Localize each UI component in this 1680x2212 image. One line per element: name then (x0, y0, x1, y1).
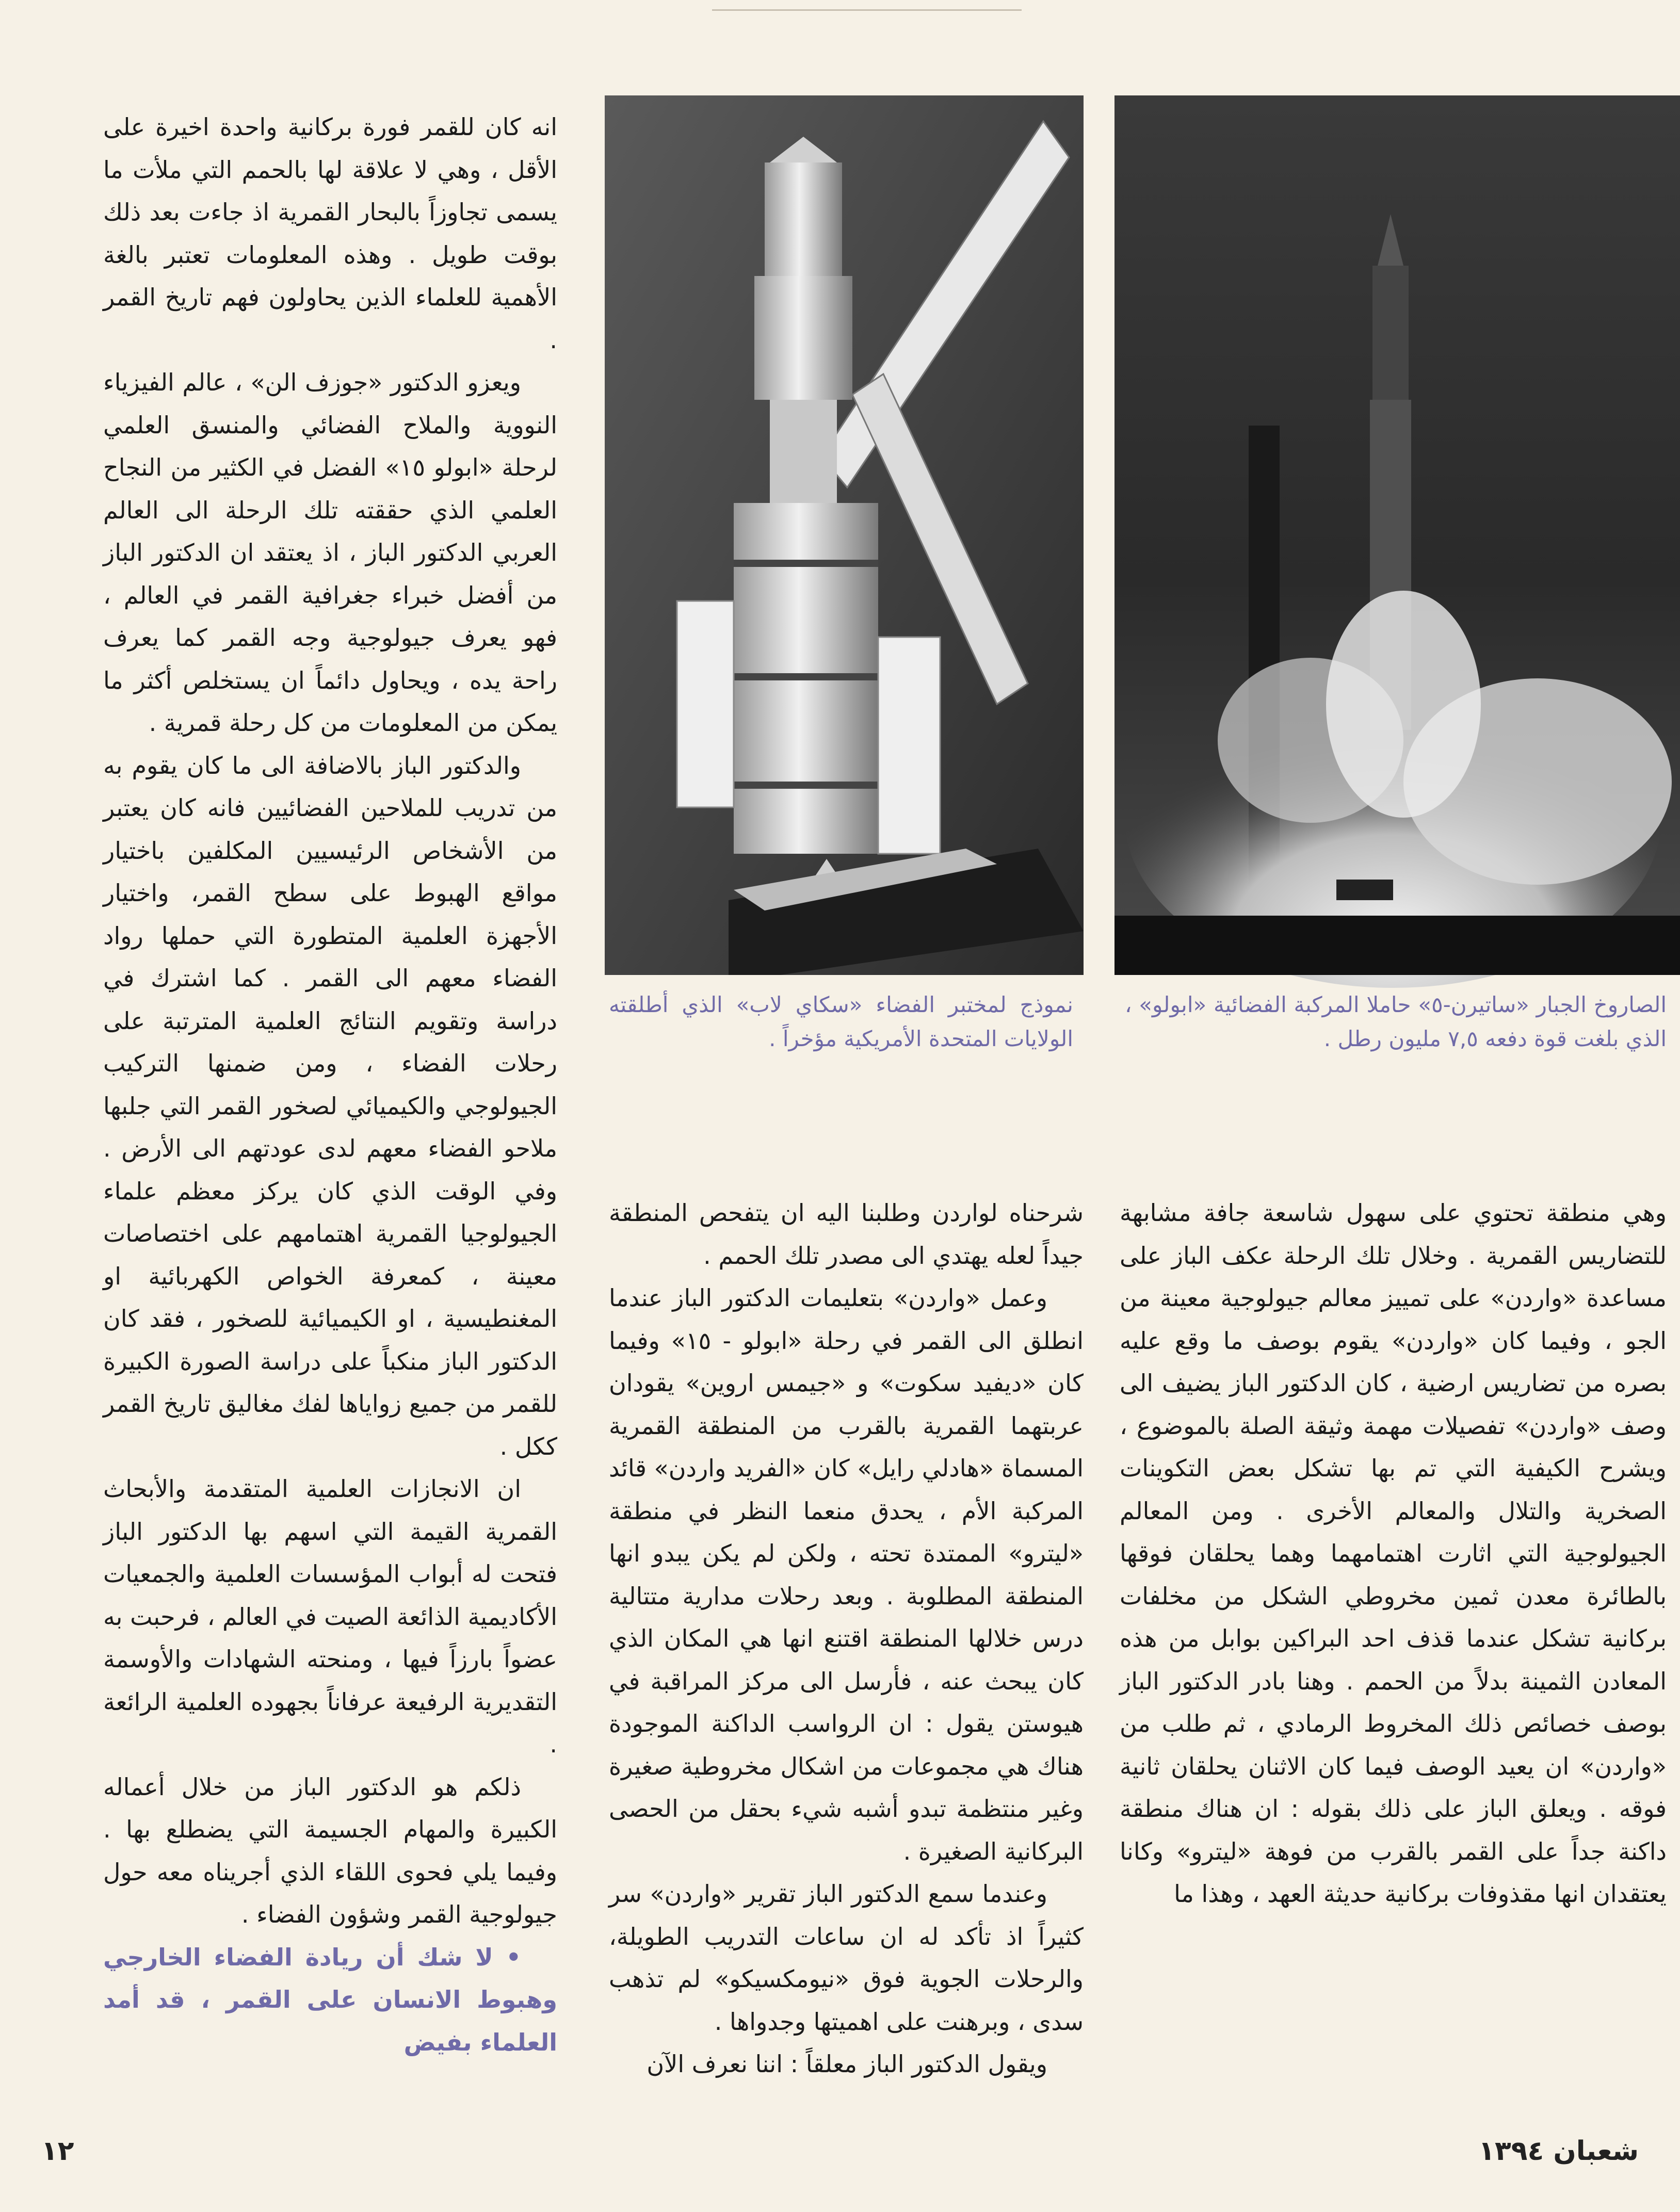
paragraph: ويقول الدكتور الباز معلقاً : اننا نعرف الآن (647, 2050, 1047, 2078)
article-column-left (103, 106, 557, 2056)
article-column-right (1120, 1192, 1667, 2048)
skylab-model-photo (605, 95, 1084, 975)
skylab-photo-caption: نموذج لمختبر الفضاء «سكاي لاب» الذي أطلقته الولايات المتحدة الأمريكية مؤخراً . (609, 992, 1073, 1051)
paragraph: شرحناه لواردن وطلبنا اليه ان يتفحص المنطقة جيداً لعله يهتدي الى مصدر تلك الحمم . (609, 1199, 1084, 1270)
paragraph: ويعزو الدكتور «جوزف الن» ، عالم الفيزياء النووية والملاح الفضائي والمنسق العلمي لرحلة «ابولو ١٥» الفضل في الكثير من النجاح العلمي الذي حققته تلك الرحلة الى العالم العربي الدكتور الباز ، اذ يعتقد ان الدكتور الباز من أفضل خبراء جغرافية القمر في العالم ، فهو يعرف جيولوجية وجه القمر كما يعرف راحة يده ، ويحاول دائماً ان يستخلص أكثر ما يمكن من المعلومات من كل رحلة قمرية . (103, 368, 557, 737)
paragraph: وعندما سمع الدكتور الباز تقرير «واردن» سر كثيراً اذ تأكد له ان ساعات التدريب الطويلة، والرحلات الجوية فوق «نيومكسيكو» لم تذهب سدى ، وبرهنت على اهميتها وجدواها . (609, 1880, 1084, 2036)
article-column-middle (609, 1192, 1084, 2078)
rocket-launch-photo (1114, 95, 1680, 975)
paragraph: وهي منطقة تحتوي على سهول شاسعة جافة مشابهة للتضاريس القمرية . وخلال تلك الرحلة عكف الباز على مساعدة «واردن» على تمييز معالم جيولوجية معينة من الجو ، وفيما كان «واردن» يقوم بوصف ما وقع عليه بصره من تضاريس ارضية ، كان الدكتور الباز يضيف الى وصف «واردن» تفصيلات مهمة وثيقة الصلة بالموضوع ، ويشرح الكيفية التي تم بها تشكل بعض التكوينات الصخرية والتلال والمعالم الأخرى . ومن المعالم الجيولوجية التي اثارت اهتمامهما وهما يحلقان فوقها بالطائرة معدن ثمين مخروطي الشكل من مخلفات بركانية تشكل عندما قذف احد البراكين بوابل من هذه المعادن الثمينة بدلاً من الحمم . وهنا بادر الدكتور الباز بوصف خصائص ذلك المخروط الرمادي ، ثم طلب من «واردن» ان يعيد الوصف فيما كان الاثنان يحلقان ثانية فوقه . ويعلق الباز على ذلك بقوله : ان هناك منطقة داكنة جداً على القمر بالقرب من فوهة «ليترو» وكانا يعتقدان انها مقذوفات بركانية حديثة العهد ، وهذا ما (1120, 1199, 1667, 1908)
top-rule (712, 0, 1022, 11)
paragraph: والدكتور الباز بالاضافة الى ما كان يقوم به من تدريب للملاحين الفضائيين فانه كان يعتبر من الأشخاص الرئيسيين المكلفين باختيار مواقع الهبوط على سطح القمر، واختيار الأجهزة العلمية المتطورة التي حملها رواد الفضاء معهم الى القمر . كما اشترك في دراسة وتقويم النتائج العلمية المترتبة على رحلات الفضاء ، ومن ضمنها التركيب الجيولوجي والكيميائي لصخور القمر التي جلبها ملاحو الفضاء معهم لدى عودتهم الى الأرض . وفي الوقت الذي كان يركز معظم علماء الجيولوجيا القمرية اهتمامهم على اختصاصات معينة ، كمعرفة الخواص الكهربائية او المغنطيسية ، او الكيميائية للصخور ، فقد كان الدكتور الباز منكباً على دراسة الصورة الكبيرة للقمر من جميع زواياها لفك مغاليق تاريخ القمر ككل . (103, 751, 557, 1460)
rocket-photo-caption: الصاروخ الجبار «ساتيرن-٥» حاملا المركبة الفضائية «ابولو» ، الذي بلغت قوة دفعه ٧,٥ مليون رطل . (1125, 992, 1667, 1051)
paragraph: ان الانجازات العلمية المتقدمة والأبحاث القمرية القيمة التي اسهم بها الدكتور الباز فتحت له أبواب المؤسسات العلمية والجمعيات الأكاديمية الذائعة الصيت في العالم ، فرحبت به عضواً بارزاً فيها ، ومنحته الشهادات والأوسمة التقديرية الرفيعة عرفاناً بجهوده العلمية الرائعة . (103, 1475, 557, 1758)
page-number: ١٢ (41, 2136, 74, 2167)
paragraph: وعمل «واردن» بتعليمات الدكتور الباز عندما انطلق الى القمر في رحلة «ابولو - ١٥» وفيما كان «ديفيد سكوت» و «جيمس اروين» يقودان عربتهما القمرية بالقرب من المنطقة القمرية المسماة «هادلي رايل» كان «الفريد واردن» قائد المركبة الأم ، يحدق منعما النظر في منطقة «ليترو» الممتدة تحته ، ولكن لم يكن يبدو انها المنطقة المطلوبة . وبعد رحلات مدارية متتالية درس خلالها المنطقة اقتنع انها هي المكان الذي كان يبحث عنه ، فأرسل الى مركز المراقبة في هيوستن يقول : ان الرواسب الداكنة الموجودة هناك هي مجموعات من اشكال مخروطية صغيرة وغير منتظمة تبدو أشبه شيء بحقل من الحصى البركانية الصغيرة . (609, 1284, 1084, 1865)
paragraph: ذلكم هو الدكتور الباز من خلال أعماله الكبيرة والمهام الجسيمة التي يضطلع بها . وفيما يلي فحوى اللقاء الذي أجريناه معه حول جيولوجية القمر وشؤون الفضاء . (103, 1772, 557, 1928)
issue-date: شعبان ١٣٩٤ (1478, 2136, 1639, 2167)
interview-question: • لا شك أن ريادة الفضاء الخارجي وهبوط الانسان على القمر ، قد أمد العلماء بفيض (103, 1943, 557, 2056)
paragraph: انه كان للقمر فورة بركانية واحدة اخيرة على الأقل ، وهي لا علاقة لها بالحمم التي ملأت ما يسمى تجاوزاً بالبحار القمرية اذ جاءت بعد ذلك بوقت طويل . وهذه المعلومات تعتبر بالغة الأهمية للعلماء الذين يحاولون فهم تاريخ القمر . (103, 113, 557, 354)
